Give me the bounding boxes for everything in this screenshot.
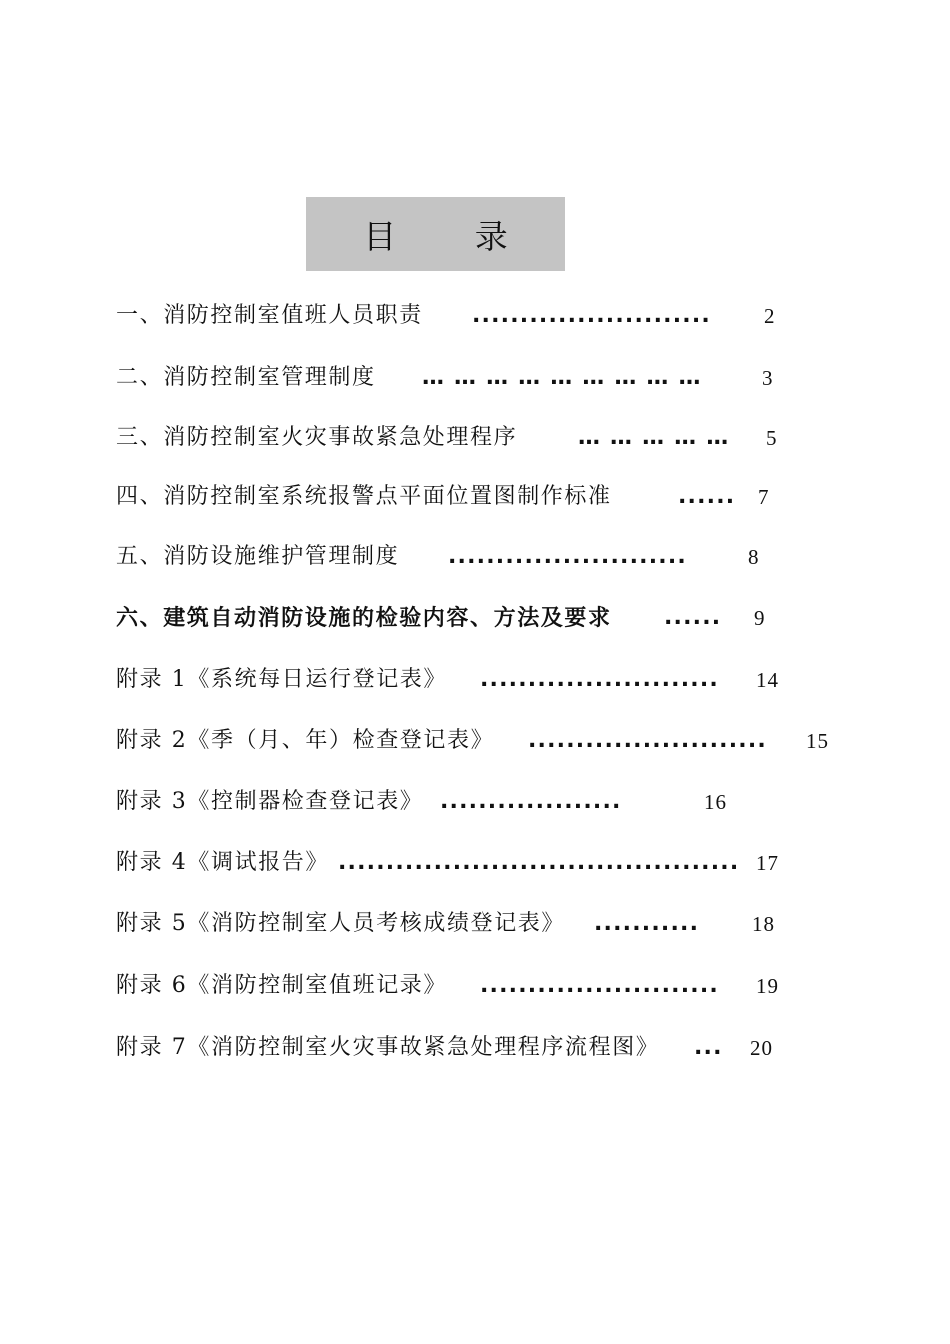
toc-title-box: [306, 197, 565, 271]
toc-entry[interactable]: [116, 362, 774, 394]
toc-entry-label: 五、消防设施维护管理制度: [116, 544, 400, 569]
toc-entry-leader: ...................: [440, 789, 622, 814]
toc-entry-label: 附录 2《季（月、年）检查登记表》: [116, 728, 495, 753]
toc-entry-page: 2: [764, 304, 776, 328]
toc-entry[interactable]: [116, 1032, 773, 1064]
toc-entry-label: 附录 5《消防控制室人员考核成绩登记表》: [116, 911, 565, 936]
toc-entry[interactable]: [116, 786, 727, 818]
toc-entry-leader: .........................: [480, 973, 719, 998]
toc-entry[interactable]: [116, 602, 766, 634]
toc-entry-label: 三、消防控制室火灾事故紧急处理程序: [116, 425, 518, 450]
toc-entry-page: 8: [748, 545, 760, 569]
toc-title: 目 录: [363, 216, 542, 256]
toc-entry-leader: .........................: [448, 544, 687, 569]
toc-entry-leader: ......: [664, 605, 722, 630]
toc-entry-page: 5: [766, 426, 778, 450]
toc-entry[interactable]: [116, 664, 779, 696]
toc-entry-label: 附录 3《控制器检查登记表》: [116, 789, 424, 814]
toc-entry-label: 附录 6《消防控制室值班记录》: [116, 973, 447, 998]
toc-entry-leader: ......: [678, 484, 736, 509]
toc-entry-page: 20: [750, 1036, 773, 1060]
toc-entry[interactable]: [116, 908, 775, 940]
toc-entry-leader: .........................: [472, 303, 711, 328]
toc-entry-page: 17: [756, 851, 779, 875]
toc-entry-page: 16: [704, 790, 727, 814]
toc-entry[interactable]: [116, 541, 760, 573]
toc-entry-page: 15: [806, 729, 829, 753]
toc-entry[interactable]: [116, 300, 776, 332]
toc-entry-page: 19: [756, 974, 779, 998]
toc-entry-page: 18: [752, 912, 775, 936]
toc-entry-label: 二、消防控制室管理制度: [116, 365, 376, 390]
toc-entry[interactable]: [116, 847, 779, 879]
toc-entry[interactable]: [116, 725, 829, 757]
toc-entry-leader: … … … … … … … … …: [422, 365, 702, 390]
toc-entry[interactable]: [116, 970, 779, 1002]
toc-entry-leader: ...........: [594, 911, 700, 936]
toc-entry-label: 附录 7《消防控制室火灾事故紧急处理程序流程图》: [116, 1035, 660, 1060]
toc-entry-page: 3: [762, 366, 774, 390]
toc-entry-leader: ...: [694, 1035, 723, 1060]
toc-entry-leader: … … … … …: [578, 425, 730, 450]
toc-entry-label: 附录 1《系统每日运行登记表》: [116, 667, 447, 692]
toc-entry-label: 四、消防控制室系统报警点平面位置图制作标准: [116, 484, 612, 509]
toc-entry-label: 六、建筑自动消防设施的检验内容、方法及要求: [116, 605, 612, 631]
toc-entry-leader: .........................: [480, 667, 719, 692]
toc-entry[interactable]: [116, 481, 770, 513]
toc-entry-page: 7: [758, 485, 770, 509]
toc-entry-label: 附录 4《调试报告》: [116, 850, 329, 875]
toc-entry-leader: ..........................................: [338, 850, 740, 875]
toc-entry-leader: .........................: [528, 728, 767, 753]
toc-entry-label: 一、消防控制室值班人员职责: [116, 303, 423, 328]
toc-entry-page: 14: [756, 668, 779, 692]
toc-entry[interactable]: [116, 422, 778, 454]
toc-entry-page: 9: [754, 606, 766, 630]
